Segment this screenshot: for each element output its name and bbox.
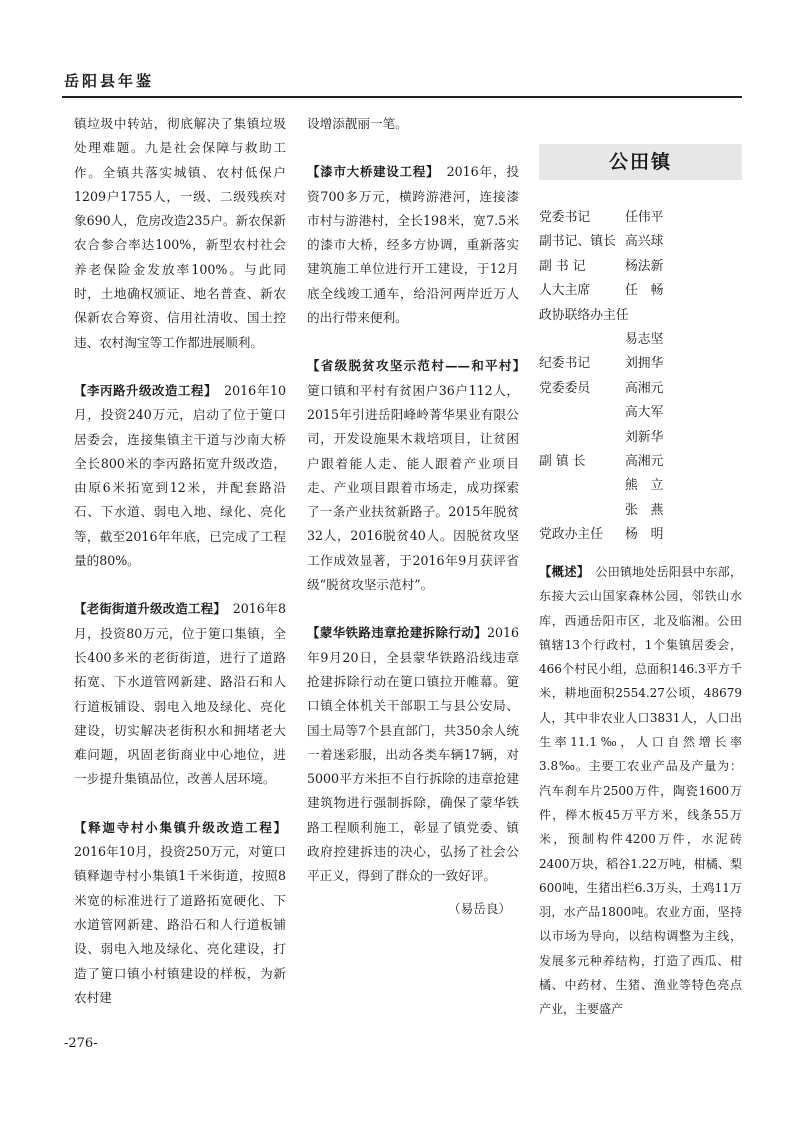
article-body: 2016年，投资700多万元，横跨游港河，连接漆市村与游港村，全长198米，宽7.5米的漆市大桥，经多方协调，重新落实建筑施工单位进行开工建设，于12月底全线竣工通车，给沿河两岸近万人的出行带来便利。 <box>307 164 519 326</box>
article-body: 2016年8月，投资80万元，位于筻口集镇，全长400多米的老街街道，进行了道路拓宽、下水道管网新建、路沿石和人行道板铺设、弱电入地及绿化、亮化建设，切实解决老街积水和拥堵老大难问题，巩固老街商业中心地位，进一步提升集镇品位，改善人居环境。 <box>74 601 286 787</box>
official-role: 党委委员 <box>539 380 591 396</box>
official-name: 熊 立 <box>625 478 664 494</box>
article-title: 【漆市大桥建设工程】 <box>307 164 434 180</box>
article-heping-village <box>307 354 519 597</box>
continued-paragraph: 设增添靓丽一笔。 <box>307 116 408 131</box>
article-title: 【蒙华铁路违章抢建拆除行动】 <box>307 625 487 641</box>
town-overview <box>539 560 742 1022</box>
official-name: 高湘元 <box>625 454 664 470</box>
article-body: 2016年10月，投资240万元，启动了位于筻口居委会，连接集镇主干道与沙南大桥全长800米的李丙路拓宽升级改造，由原6米拓宽到12米，并配套路沿石、下水道、弱电入地、绿化、亮化等，截至2016年年底，已完成了工程量的80%。 <box>74 382 286 569</box>
running-head-title: 岳阳县年鉴 <box>64 72 155 90</box>
official-name: 高大军 <box>625 405 664 421</box>
official-role: 副 书 记 <box>539 258 586 274</box>
official-role: 副 镇 长 <box>539 454 586 470</box>
official-name: 张 燕 <box>625 502 664 518</box>
article-body: 2016年10月，投资250万元，对筻口镇释迦寺村小集镇1千米街道，按照8米宽的标准进行了道路拓宽硬化、下水道管网新建、路沿石和人行道板铺设、弱电入地及绿化、亮化建设，打造了筻口镇小村镇建设的样板，为新农村建 <box>74 844 286 1005</box>
official-row <box>539 206 742 230</box>
official-role: 人大主席 <box>539 283 591 299</box>
official-name: 刘新华 <box>625 429 664 445</box>
official-role: 党委书记 <box>539 210 591 225</box>
article-menghua-railway <box>307 621 519 888</box>
author-signature: （易岳良） <box>448 900 511 916</box>
article-qishi-bridge <box>307 160 519 330</box>
page-number: -276- <box>64 1036 98 1051</box>
header-rule <box>62 96 742 98</box>
official-row <box>539 279 742 303</box>
article-title: 【省级脱贫攻坚示范村——和平村】 <box>307 358 519 374</box>
article-title: 【释迦寺村小集镇升级改造工程】 <box>74 819 286 835</box>
overview-body: 公田镇地处岳阳县中东部，东接大云山国家森林公园，邻铁山水库，西通岳阳市区，北及临湘。公田镇辖13个行政村，1个集镇居委会，466个村民小组，总面积146.3平方千米，耕地面积2554.27公顷，48679人，其中非农业人口3831人，人口出生率11.1‰，人口自然增长率3.8‰。主要工农业产品及产量为：汽车刹车片2500万件，陶瓷1600万件，榉木板45万平方米，线条55万米，预制构件4200万件，水泥砖2400万块，稻谷1.22万吨，柑橘、梨600吨，生猪出栏6.3万头，土鸡11万羽，水产品1800吨。农业方面，坚持以市场为导向，以结构调整为主线，发展多元种养结构，打造了西瓜、柑橘、中药材、生猪、渔业等特色亮点产业，主要盛产 <box>539 565 742 1017</box>
official-name: 易志坚 <box>625 332 664 348</box>
official-name: 杨 明 <box>625 527 664 543</box>
article-old-street <box>74 597 286 791</box>
official-role: 政协联络办主任 <box>539 307 629 323</box>
column-1 <box>74 112 286 1010</box>
official-name: 任伟平 <box>625 210 664 225</box>
official-row <box>539 352 742 376</box>
article-lichuan-road <box>74 379 286 573</box>
official-name: 高兴球 <box>625 234 664 250</box>
town-heading: 公田镇 <box>539 144 742 180</box>
official-role: 副书记、镇长 <box>539 234 616 250</box>
article-title: 【老街街道升级改造工程】 <box>74 601 220 617</box>
official-name: 高湘元 <box>625 380 664 396</box>
article-body: 2016年9月20日，全县蒙华铁路沿线违章抢建拆除行动在筻口镇拉开帷幕。筻口镇全体机关干部职工与县公安局、国土局等7个县直部门，共350余人统一着迷彩服，出动各类车辆17辆，对5000平方米拒不自行拆除的违章抢建建筑物进行强制拆除，确保了蒙华铁路工程顺利施工，彰显了镇党委、镇政府控建拆违的决心，弘扬了社会公平正义，得到了群众的一致好评。 <box>307 625 519 884</box>
official-row <box>539 450 742 474</box>
article-body: 筻口镇和平村有贫困户36户112人，2015年引进岳阳峰岭菁华果业有限公司，开发设施果木栽培项目，让贫困户跟着能人走、能人跟着产业项目走、产业项目跟着市场走，成功探索了一条产业扶贫新路子。2015年脱贫32人，2016脱贫40人。因脱贫攻坚工作成效显著，于2016年9月获评省级“脱贫攻坚示范村”。 <box>307 382 519 593</box>
official-row <box>539 230 742 254</box>
article-shijiasi-village <box>74 816 286 1010</box>
official-role: 党政办主任 <box>539 527 603 543</box>
officials-list <box>539 206 742 548</box>
official-name: 杨法新 <box>625 258 664 274</box>
official-row <box>539 523 742 547</box>
official-role: 纪委书记 <box>539 356 591 372</box>
official-row <box>539 377 742 401</box>
column-2 <box>307 112 519 921</box>
overview-paragraph <box>539 560 742 1022</box>
official-row <box>539 255 742 279</box>
official-name: 刘拥华 <box>625 356 664 372</box>
continued-paragraph: 镇垃圾中转站，彻底解决了集镇垃圾处理难题。九是社会保障与救助工作。全镇共落实城镇、农村低保户1209户1755人，一级、二级残疾对象690人，危房改造235户。新农保新农合参合率达100%，新型农村社会养老保险金发放率100%。与此同时，土地确权颁证、地名普查、新农保新农合筹资、信用社清收、国土控违、农村淘宝等工作都进展顺利。 <box>74 116 286 350</box>
article-title: 【李丙路升级改造工程】 <box>74 382 211 398</box>
official-row <box>539 304 742 328</box>
official-name: 任 畅 <box>625 283 664 299</box>
overview-title: 【概述】 <box>539 564 584 579</box>
